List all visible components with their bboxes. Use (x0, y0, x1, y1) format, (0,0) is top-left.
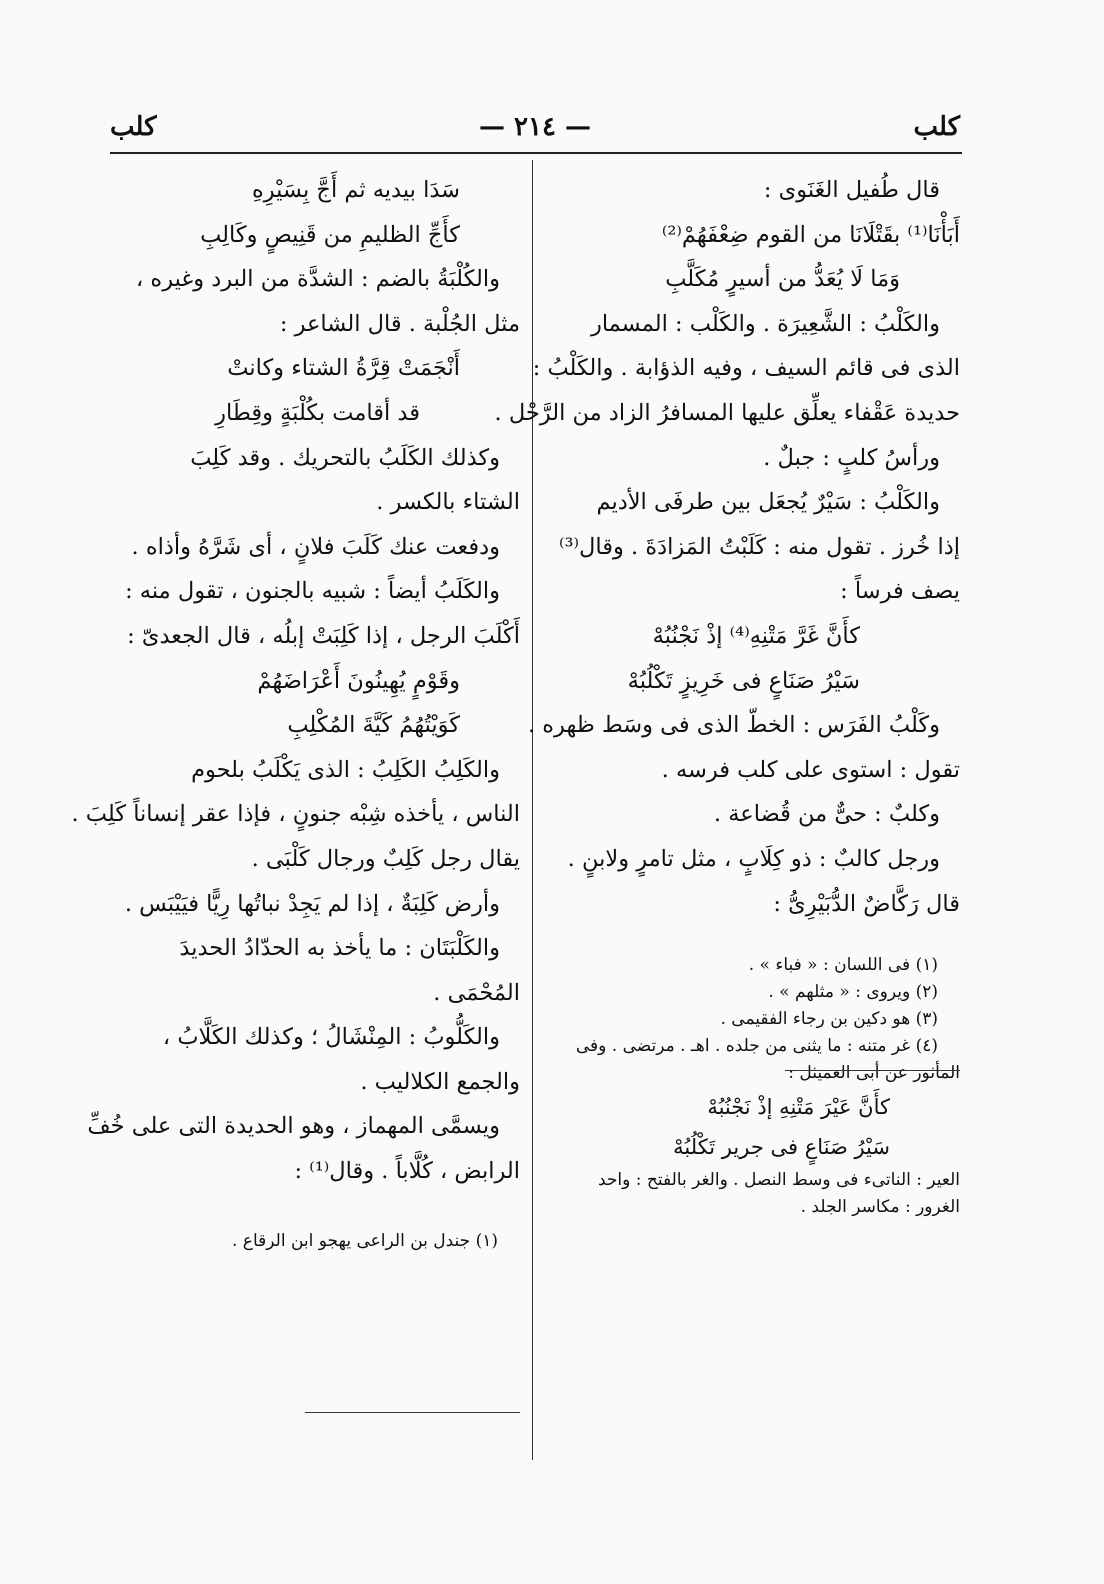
footnote-rule (785, 1070, 960, 1071)
text-line: الذى فى قائم السيف ، وفيه الذؤابة . والكَلْبُ : (532, 355, 960, 382)
text-line: أَكْلَبَ الرجل ، إذا كَلِبَتْ إبلُه ، قال الجعدىّ : (127, 622, 520, 649)
text-line: وكلبٌ : حىٌّ من قُضاعة . (713, 801, 940, 828)
text-line: وكذلك الكَلَبُ بالتحريك . وقد كَلِبَ (190, 444, 500, 471)
text-line: ورجل كالبٌ : ذو كِلَابٍ ، مثل تامرٍ ولابنٍ . (567, 845, 940, 872)
footnote: (١) جندل بن الراعى يهجو ابن الرقاع . (232, 1230, 498, 1251)
text-line: تقول : استوى على كلب فرسه . (661, 756, 960, 783)
text-line: وأرض كَلِبَةٌ ، إذا لم يَجِدْ نباتُها رِيًّا فيَيْبَس . (124, 890, 500, 917)
text-line: المُحْمَى . (433, 979, 520, 1006)
footnote: (١) فى اللسان : « فباء » . (748, 955, 938, 976)
verse-line: كأَنَّ غَرَّ مَتْنِهِ⁽⁴⁾ إذْ نَجْنُبُهْ (652, 622, 860, 649)
footnote: الغرور : مكاسر الجلد . (800, 1197, 960, 1218)
text-line: مثل الجُلْبة . قال الشاعر : (279, 310, 520, 337)
header-rule (110, 152, 962, 154)
running-headword-left: كلب (110, 112, 157, 142)
text-line: ويسمَّى المهماز ، وهو الحديدة التى على خُفِّ (87, 1113, 500, 1140)
text-line: يقال رجل كَلِبٌ ورجال كَلْبَى . (251, 845, 520, 872)
text-line: ودفعت عنك كَلَبَ فلانٍ ، أى شَرَّهُ وأذاه . (131, 533, 500, 560)
text-line: والكَلَبُ أيضاً : شبيه بالجنون ، تقول منه : (125, 578, 500, 605)
text-line: الرابض ، كُلَّاباً . وقال⁽¹⁾ : (294, 1158, 520, 1185)
text-line: والكَلُّوبُ : المِنْشَالُ ؛ وكذلك الكَلَّابُ ، (162, 1024, 500, 1051)
footnote: (٢) ويروى : « مثلهم » . (768, 982, 938, 1003)
text-line: وكَلْبُ الفَرَس : الخطّ الذى فى وسَط ظهره . (527, 712, 940, 739)
right-column (494, 168, 960, 1221)
text-line: والكَلْبَتَان : ما يأخذ به الحدّادُ الحديدَ (179, 935, 500, 962)
text-line: يصف فرساً : (840, 578, 960, 605)
verse-line: سَيْرُ صَنَاعٍ فى خَرِيزٍ تَكْلُبُهْ (627, 667, 860, 694)
footnote-verse-line: سَيْرُ صَنَاعٍ فى جرير تَكْلُبُهْ (673, 1135, 890, 1160)
footnote-verse-line: كأَنَّ عَيْرَ مَتْنِهِ إذْ نَجْنُبُهْ (707, 1095, 890, 1120)
text-line: قال رَكَّاضٌ الدُّبَيْرِىُّ : (773, 890, 960, 917)
verse-line: وَمَا لَا يُعَدُّ من أسيرٍ مُكَلَّبِ (665, 266, 900, 293)
text-line: والجمع الكلاليب . (360, 1068, 520, 1095)
footnote: (٤) غر متنه : ما يثنى من جلده . اهـ . مرتضى . وفى (575, 1036, 938, 1057)
verse-line: أَبَأْنَا⁽¹⁾ بقَتْلَانَا من القوم ضِعْفَهُمْ⁽²⁾ (661, 221, 960, 248)
verse-line: سَدَا بيديه ثم أَجَّ بِسَيْرِهِ (251, 177, 460, 203)
verse-line: كأَجِّ الظليمِ من قَنِيصٍ وكَالِبِ (200, 221, 460, 248)
footnote: العير : الناتىء فى وسط النصل . والغر بالفتح : واحد (597, 1170, 960, 1191)
text-line: الشتاء بالكسر . (376, 489, 520, 516)
running-headword-right: كلب (913, 112, 960, 142)
footnote: (٣) هو دكين بن رجاء الفقيمى . (720, 1009, 938, 1030)
text-line: حديدة عَقْفاء يعلِّق عليها المسافرُ الزاد من الرَّحْل . (494, 399, 960, 426)
text-line: والكُلْبَةُ بالضم : الشدَّة من البرد وغيره ، (136, 266, 500, 293)
text-line: ورأسُ كلبٍ : جبلٌ . (763, 444, 940, 471)
text-line: والكَلِبُ الكَلِبُ : الذى يَكْلَبُ بلحوم (191, 756, 500, 783)
verse-line: أَنْجَمَتْ قِرَّةُ الشتاء وكانتْ (227, 355, 460, 382)
footnote: المأثور عن أبى العميثل : (788, 1063, 960, 1084)
text-line: إذا خُرز . تقول منه : كَلَبْتُ المَزادَةَ . وقال⁽³⁾ (558, 533, 960, 560)
verse-line: وقَوْمٍ يُهِينُونَ أَعْرَاضَهُمْ (257, 667, 460, 694)
text-line: والكَلْبُ : الشَّعِيرَة . والكَلْب : المسمار (590, 310, 940, 337)
footnote-rule (305, 1412, 520, 1413)
page-header (110, 112, 960, 152)
verse-line: كَوَيْتُهُمُ كَيَّةَ المُكْلِبِ (287, 712, 460, 739)
verse-line: قد أقامت بكُلْبَةٍ وقِطَارِ (215, 399, 420, 426)
left-column (71, 168, 520, 1255)
text-line: والكَلْبُ : سَيْرٌ يُجعَل بين طرفَى الأديم (596, 489, 940, 516)
text-line: الناس ، يأخذه شِبْه جنونٍ ، فإذا عقر إنساناً كَلِبَ . (71, 801, 520, 828)
text-line: قال طُفيل الغَنَوى : (763, 177, 940, 203)
page-number: — ٢١٤ — (478, 112, 592, 142)
